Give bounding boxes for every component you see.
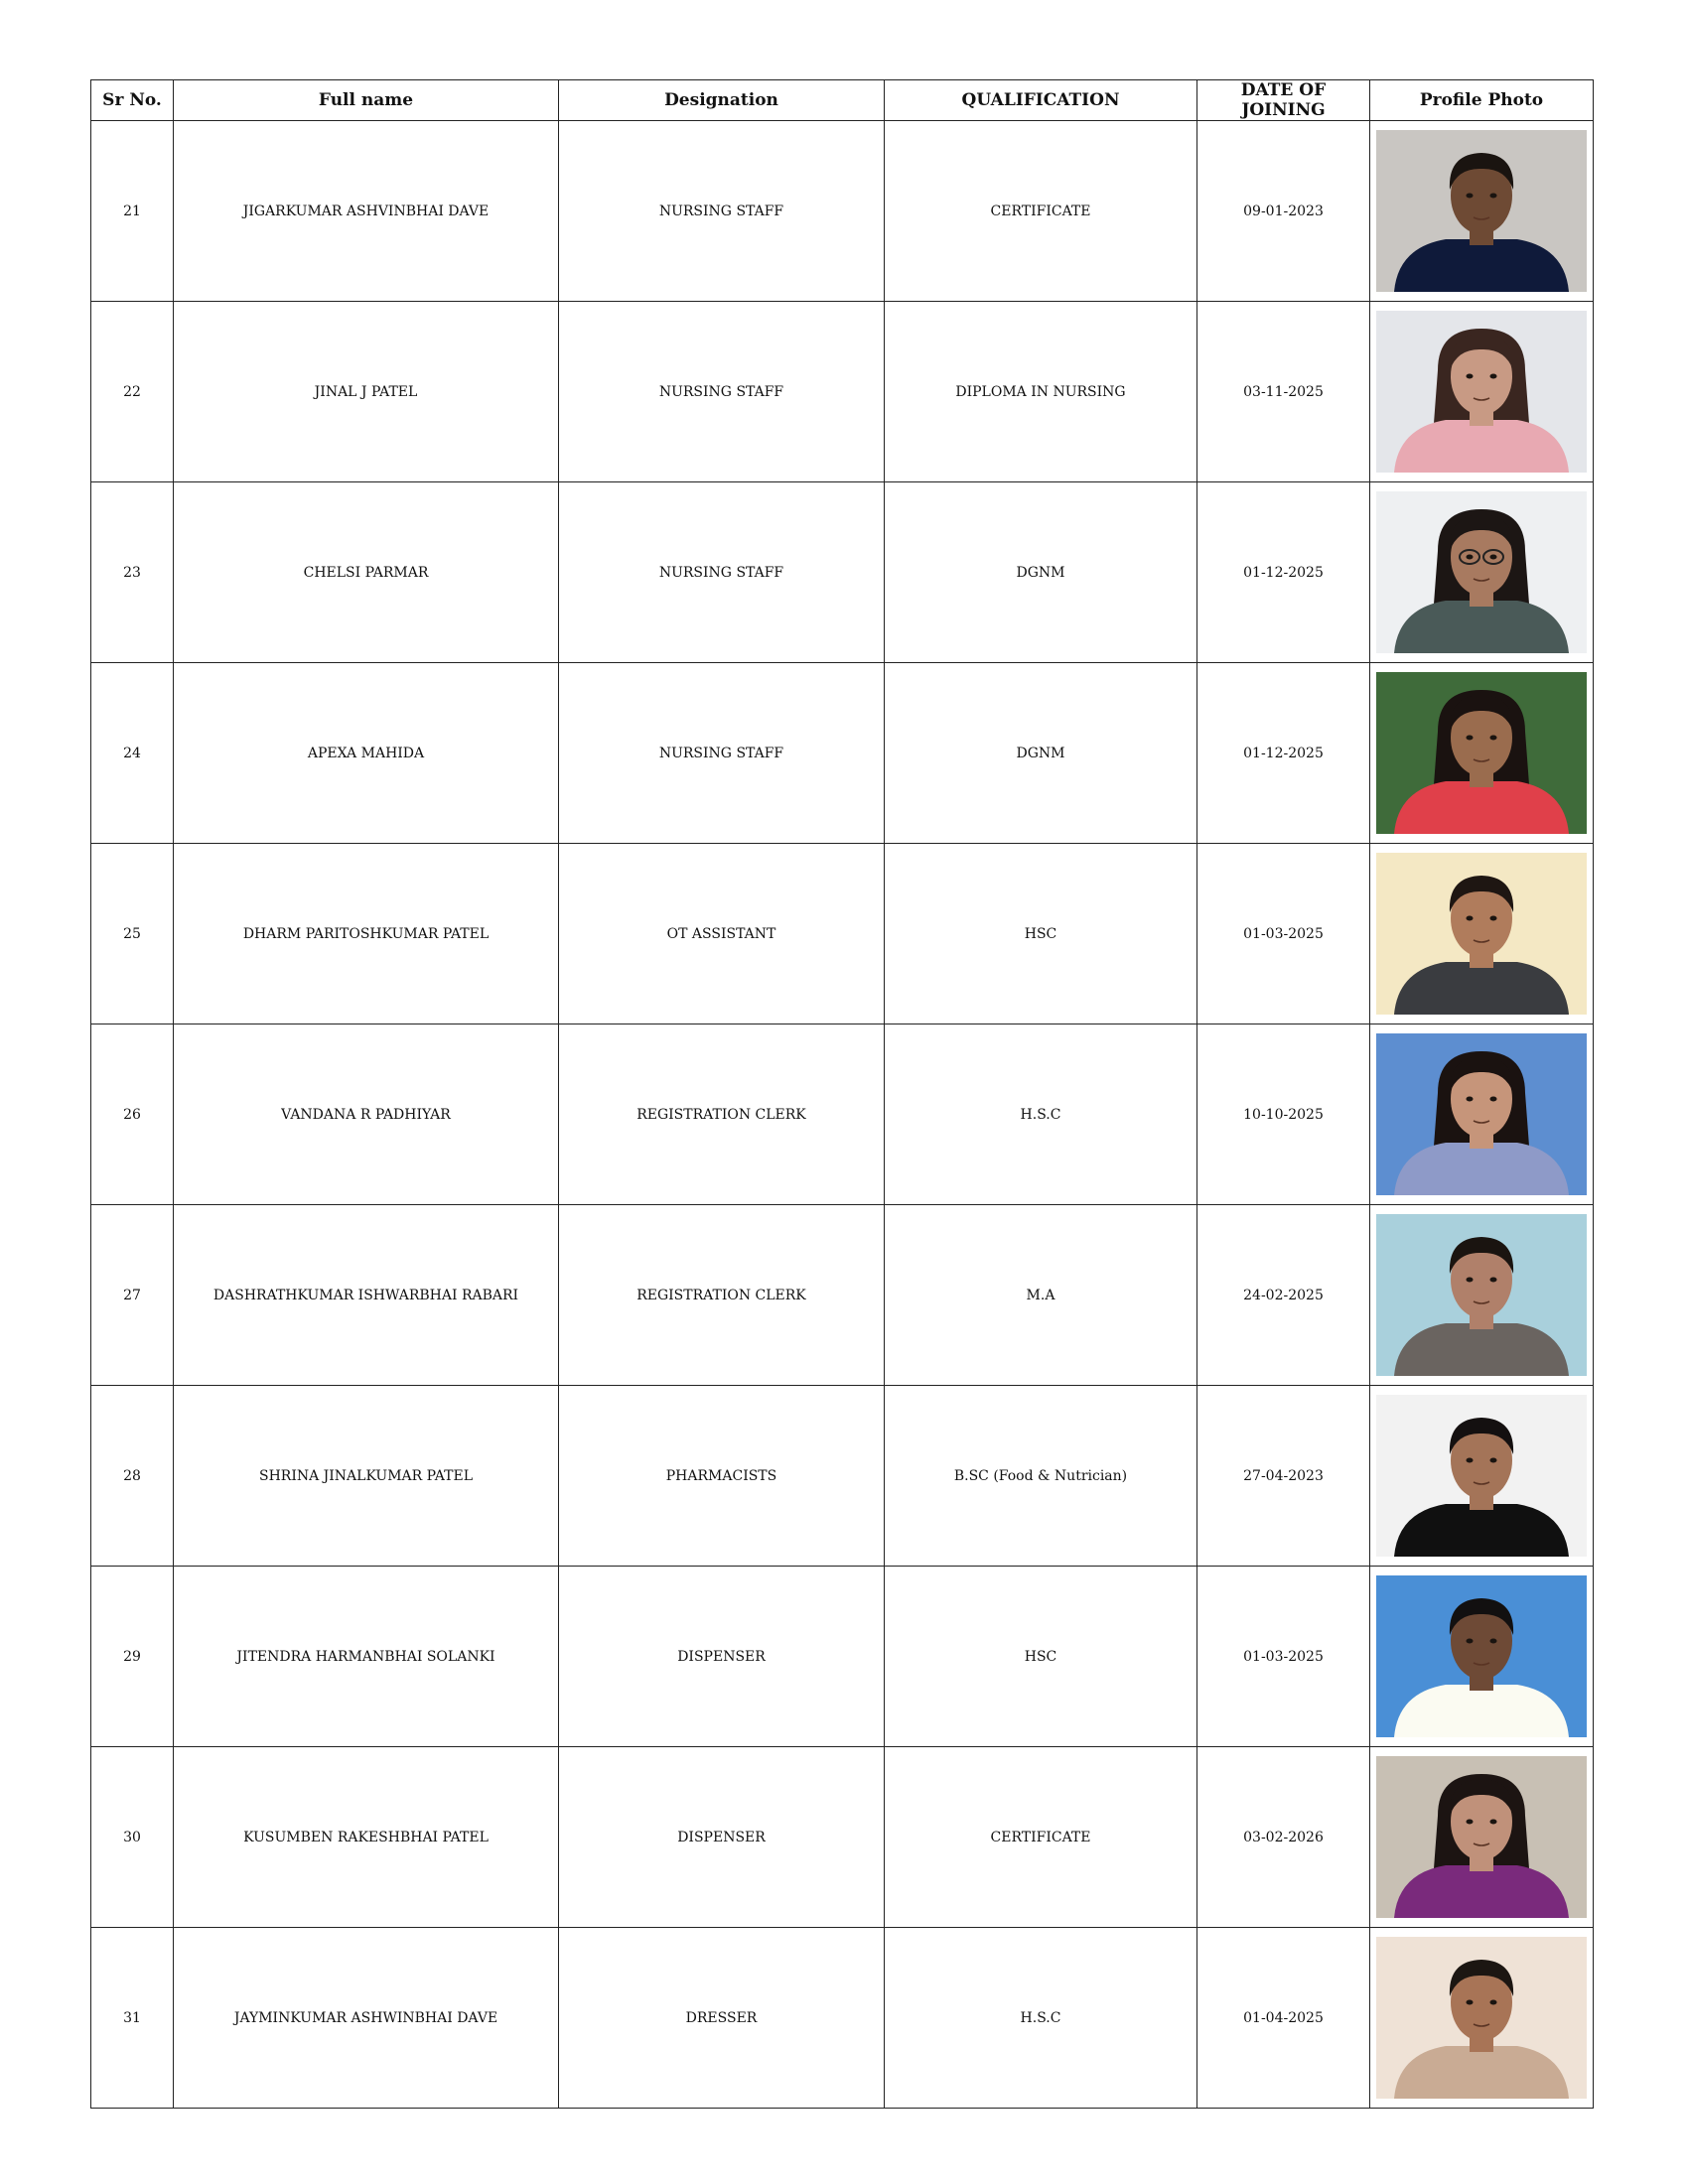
profile-photo xyxy=(1376,853,1587,1015)
sr-no-cell: 30 xyxy=(91,1747,174,1928)
profile-photo xyxy=(1376,311,1587,473)
table-row xyxy=(91,482,1594,663)
left-eye xyxy=(1467,555,1474,560)
header-profile-photo: Profile Photo xyxy=(1370,80,1594,121)
qualification-cell: CERTIFICATE xyxy=(885,121,1197,302)
date-of-joining-cell: 09-01-2023 xyxy=(1197,121,1370,302)
left-eye xyxy=(1467,916,1474,921)
portrait-svg xyxy=(1376,853,1587,1015)
profile-photo xyxy=(1376,1575,1587,1737)
profile-photo xyxy=(1376,130,1587,292)
sr-no-cell: 27 xyxy=(91,1205,174,1386)
full-name-cell: JITENDRA HARMANBHAI SOLANKI xyxy=(174,1567,559,1747)
profile-photo-cell xyxy=(1370,482,1594,663)
profile-photo xyxy=(1376,1214,1587,1376)
qualification-cell: DGNM xyxy=(885,663,1197,844)
left-eye xyxy=(1467,194,1474,199)
portrait-svg xyxy=(1376,672,1587,834)
table-row xyxy=(91,1205,1594,1386)
full-name-cell: JINAL J PATEL xyxy=(174,302,559,482)
sr-no-cell: 26 xyxy=(91,1024,174,1205)
right-eye xyxy=(1490,736,1497,741)
full-name-cell: SHRINA JINALKUMAR PATEL xyxy=(174,1386,559,1567)
staff-table xyxy=(90,79,1594,2109)
date-of-joining-cell: 10-10-2025 xyxy=(1197,1024,1370,1205)
portrait-svg xyxy=(1376,1937,1587,2099)
designation-cell: DISPENSER xyxy=(559,1567,885,1747)
profile-photo-cell xyxy=(1370,1567,1594,1747)
date-of-joining-cell: 01-03-2025 xyxy=(1197,1567,1370,1747)
designation-cell: OT ASSISTANT xyxy=(559,844,885,1024)
qualification-cell: B.SC (Food & Nutrician) xyxy=(885,1386,1197,1567)
table-row xyxy=(91,1567,1594,1747)
date-of-joining-cell: 01-04-2025 xyxy=(1197,1928,1370,2109)
full-name-cell: JIGARKUMAR ASHVINBHAI DAVE xyxy=(174,121,559,302)
sr-no-cell: 21 xyxy=(91,121,174,302)
table-header-row xyxy=(91,80,1594,121)
right-eye xyxy=(1490,1639,1497,1644)
portrait-svg xyxy=(1376,1575,1587,1737)
qualification-cell: HSC xyxy=(885,1567,1197,1747)
right-eye xyxy=(1490,194,1497,199)
table-row xyxy=(91,1928,1594,2109)
right-eye xyxy=(1490,916,1497,921)
profile-photo-cell xyxy=(1370,1747,1594,1928)
header-sr-no: Sr No. xyxy=(91,80,174,121)
left-eye xyxy=(1467,1458,1474,1463)
qualification-cell: CERTIFICATE xyxy=(885,1747,1197,1928)
portrait-svg xyxy=(1376,1756,1587,1918)
profile-photo-cell xyxy=(1370,663,1594,844)
full-name-cell: CHELSI PARMAR xyxy=(174,482,559,663)
portrait-svg xyxy=(1376,1033,1587,1195)
sr-no-cell: 31 xyxy=(91,1928,174,2109)
date-of-joining-cell: 01-12-2025 xyxy=(1197,663,1370,844)
portrait-svg xyxy=(1376,311,1587,473)
full-name-cell: DASHRATHKUMAR ISHWARBHAI RABARI xyxy=(174,1205,559,1386)
table-row xyxy=(91,663,1594,844)
left-eye xyxy=(1467,1278,1474,1283)
qualification-cell: H.S.C xyxy=(885,1024,1197,1205)
full-name-cell: KUSUMBEN RAKESHBHAI PATEL xyxy=(174,1747,559,1928)
left-eye xyxy=(1467,374,1474,379)
portrait-svg xyxy=(1376,130,1587,292)
left-eye xyxy=(1467,2000,1474,2005)
sr-no-cell: 24 xyxy=(91,663,174,844)
portrait-svg xyxy=(1376,1395,1587,1557)
profile-photo-cell xyxy=(1370,1205,1594,1386)
table-body xyxy=(91,121,1594,2109)
profile-photo xyxy=(1376,1756,1587,1918)
right-eye xyxy=(1490,555,1497,560)
profile-photo xyxy=(1376,1033,1587,1195)
profile-photo xyxy=(1376,491,1587,653)
full-name-cell: JAYMINKUMAR ASHWINBHAI DAVE xyxy=(174,1928,559,2109)
date-of-joining-cell: 03-02-2026 xyxy=(1197,1747,1370,1928)
qualification-cell: M.A xyxy=(885,1205,1197,1386)
profile-photo-cell xyxy=(1370,1928,1594,2109)
left-eye xyxy=(1467,1639,1474,1644)
portrait-svg xyxy=(1376,491,1587,653)
right-eye xyxy=(1490,1820,1497,1825)
profile-photo-cell xyxy=(1370,302,1594,482)
sr-no-cell: 28 xyxy=(91,1386,174,1567)
designation-cell: DRESSER xyxy=(559,1928,885,2109)
sr-no-cell: 22 xyxy=(91,302,174,482)
qualification-cell: DIPLOMA IN NURSING xyxy=(885,302,1197,482)
right-eye xyxy=(1490,1097,1497,1102)
designation-cell: NURSING STAFF xyxy=(559,302,885,482)
header-qualification: QUALIFICATION xyxy=(885,80,1197,121)
right-eye xyxy=(1490,2000,1497,2005)
left-eye xyxy=(1467,1097,1474,1102)
profile-photo-cell xyxy=(1370,121,1594,302)
profile-photo xyxy=(1376,1937,1587,2099)
table-row xyxy=(91,121,1594,302)
right-eye xyxy=(1490,1278,1497,1283)
profile-photo-cell xyxy=(1370,1386,1594,1567)
sr-no-cell: 23 xyxy=(91,482,174,663)
date-of-joining-cell: 24-02-2025 xyxy=(1197,1205,1370,1386)
qualification-cell: HSC xyxy=(885,844,1197,1024)
header-full-name: Full name xyxy=(174,80,559,121)
left-eye xyxy=(1467,736,1474,741)
table-row xyxy=(91,1386,1594,1567)
profile-photo xyxy=(1376,672,1587,834)
profile-photo xyxy=(1376,1395,1587,1557)
designation-cell: PHARMACISTS xyxy=(559,1386,885,1567)
header-date-of-joining: DATE OF JOINING xyxy=(1197,80,1370,121)
designation-cell: DISPENSER xyxy=(559,1747,885,1928)
sr-no-cell: 25 xyxy=(91,844,174,1024)
table-row xyxy=(91,1747,1594,1928)
designation-cell: NURSING STAFF xyxy=(559,121,885,302)
qualification-cell: H.S.C xyxy=(885,1928,1197,2109)
table-row xyxy=(91,302,1594,482)
designation-cell: REGISTRATION CLERK xyxy=(559,1024,885,1205)
designation-cell: NURSING STAFF xyxy=(559,663,885,844)
profile-photo-cell xyxy=(1370,1024,1594,1205)
date-of-joining-cell: 01-03-2025 xyxy=(1197,844,1370,1024)
left-eye xyxy=(1467,1820,1474,1825)
full-name-cell: DHARM PARITOSHKUMAR PATEL xyxy=(174,844,559,1024)
full-name-cell: VANDANA R PADHIYAR xyxy=(174,1024,559,1205)
portrait-svg xyxy=(1376,1214,1587,1376)
sr-no-cell: 29 xyxy=(91,1567,174,1747)
date-of-joining-cell: 01-12-2025 xyxy=(1197,482,1370,663)
designation-cell: REGISTRATION CLERK xyxy=(559,1205,885,1386)
designation-cell: NURSING STAFF xyxy=(559,482,885,663)
table-row xyxy=(91,844,1594,1024)
header-designation: Designation xyxy=(559,80,885,121)
date-of-joining-cell: 27-04-2023 xyxy=(1197,1386,1370,1567)
date-of-joining-cell: 03-11-2025 xyxy=(1197,302,1370,482)
full-name-cell: APEXA MAHIDA xyxy=(174,663,559,844)
profile-photo-cell xyxy=(1370,844,1594,1024)
table-row xyxy=(91,1024,1594,1205)
qualification-cell: DGNM xyxy=(885,482,1197,663)
right-eye xyxy=(1490,374,1497,379)
right-eye xyxy=(1490,1458,1497,1463)
